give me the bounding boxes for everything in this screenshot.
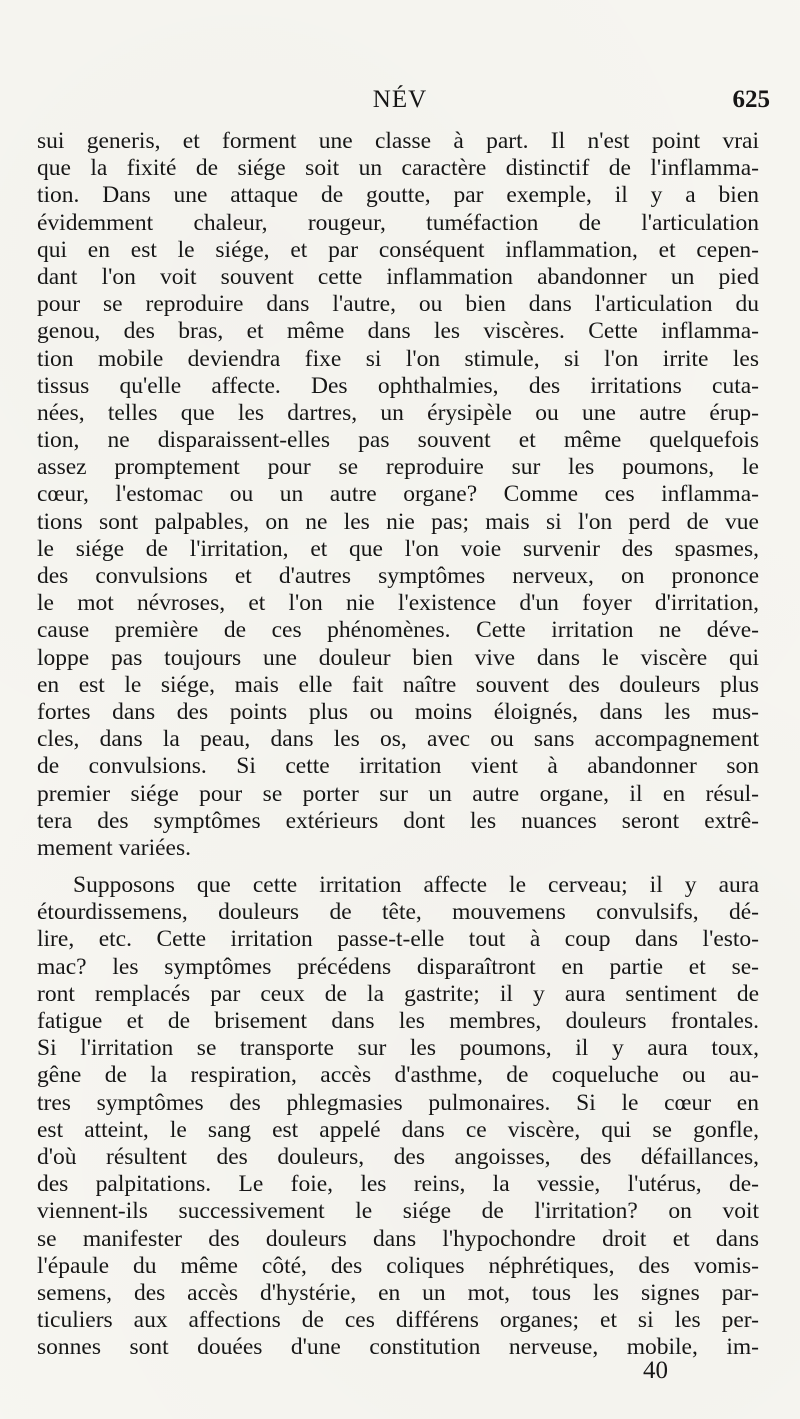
text-line: est atteint, le sang est appelé dans ce viscère, qui se gonfle, xyxy=(37,1116,759,1143)
text-line: fortes dans des points plus ou moins éloignés, dans les mus- xyxy=(37,698,759,725)
body-text xyxy=(37,128,759,1361)
text-line: dant l'on voit souvent cette inflammation abandonner un pied xyxy=(37,263,759,290)
text-line: de convulsions. Si cette irritation vient à abandonner son xyxy=(37,753,759,780)
signature-mark: 40 xyxy=(643,1357,668,1384)
text-line: mac? les symptômes précédens disparaîtront en partie et se- xyxy=(37,953,759,980)
text-line: cause première de ces phénomènes. Cette irritation ne déve- xyxy=(37,617,759,644)
text-line: tions sont palpables, on ne les nie pas; mais si l'on perd de vue xyxy=(37,508,759,535)
text-line: gêne de la respiration, accès d'asthme, de coqueluche ou au- xyxy=(37,1062,759,1089)
text-line: nées, telles que les dartres, un érysipèle ou une autre érup- xyxy=(37,399,759,426)
text-line: se manifester des douleurs dans l'hypochondre droit et dans xyxy=(37,1225,759,1252)
text-line: ticuliers aux affections de ces différens organes; et si les per- xyxy=(37,1307,759,1334)
text-line: genou, des bras, et même dans les viscères. Cette inflamma- xyxy=(37,318,759,345)
text-line: pour se reproduire dans l'autre, ou bien dans l'articulation du xyxy=(37,291,759,318)
text-line: fatigue et de brisement dans les membres, douleurs frontales. xyxy=(37,1008,759,1034)
text-line: des convulsions et d'autres symptômes nerveux, on prononce xyxy=(37,563,759,589)
text-line: assez promptement pour se reproduire sur les poumons, le xyxy=(37,454,759,481)
text-line: tres symptômes des phlegmasies pulmonaires. Si le cœur en xyxy=(37,1089,759,1116)
text-line: tion, ne disparaissent-elles pas souvent et même quelquefois xyxy=(37,427,759,454)
text-line: tion mobile deviendra fixe si l'on stimule, si l'on irrite les xyxy=(37,345,759,372)
text-line: le siége de l'irritation, et que l'on voie survenir des spasmes, xyxy=(37,535,759,562)
text-line: cœur, l'estomac ou un autre organe? Comme ces inflamma- xyxy=(37,481,759,508)
text-line: Supposons que cette irritation affecte le cerveau; il y aura xyxy=(73,872,759,899)
text-line: mement variées. xyxy=(37,834,191,861)
text-line: le mot névroses, et l'on nie l'existence d'un foyer d'irritation, xyxy=(37,590,759,617)
text-line: Si l'irritation se transporte sur les poumons, il y aura toux, xyxy=(37,1035,759,1062)
text-line: cles, dans la peau, dans les os, avec ou sans accompagnement xyxy=(37,726,759,753)
text-line: des palpitations. Le foie, les reins, la vessie, l'utérus, de- xyxy=(37,1171,759,1198)
text-line: sonnes sont douées d'une constitution nerveuse, mobile, im- xyxy=(37,1334,759,1361)
text-line: que la fixité de siége soit un caractère distinctif de l'inflamma- xyxy=(37,155,759,182)
text-line: premier siége pour se porter sur un autre organe, il en résul- xyxy=(37,780,759,807)
text-line: l'épaule du même côté, des coliques néphrétiques, des vomis- xyxy=(37,1252,759,1279)
text-line: d'où résultent des douleurs, des angoisses, des défaillances, xyxy=(37,1143,759,1170)
text-line: ront remplacés par ceux de la gastrite; il y aura sentiment de xyxy=(37,980,759,1007)
text-line: lire, etc. Cette irritation passe-t-elle tout à coup dans l'esto- xyxy=(37,926,759,953)
text-line: tion. Dans une attaque de goutte, par exemple, il y a bien xyxy=(37,182,759,209)
text-line: en est le siége, mais elle fait naître souvent des douleurs plus xyxy=(37,671,759,698)
text-line: loppe pas toujours une douleur bien vive dans le viscère qui xyxy=(37,644,759,671)
running-head-title: NÉV xyxy=(372,86,428,113)
text-line: viennent-ils successivement le siége de l'irritation? on voit xyxy=(37,1198,759,1225)
text-line: qui en est le siége, et par conséquent inflammation, et cepen- xyxy=(37,236,759,263)
text-line: sui generis, et forment une classe à part. Il n'est point vrai xyxy=(37,128,759,154)
running-head xyxy=(30,86,770,120)
text-line: tissus qu'elle affecte. Des ophthalmies, des irritations cuta- xyxy=(37,372,759,399)
text-line: semens, des accès d'hystérie, en un mot, tous les signes par- xyxy=(37,1279,759,1306)
text-line: évidemment chaleur, rougeur, tuméfaction de l'articulation xyxy=(37,209,759,236)
page-number: 625 xyxy=(732,86,770,113)
text-line: tera des symptômes extérieurs dont les nuances seront extrê- xyxy=(37,807,759,834)
text-line: étourdissemens, douleurs de tête, mouvemens convulsifs, dé- xyxy=(37,899,759,926)
